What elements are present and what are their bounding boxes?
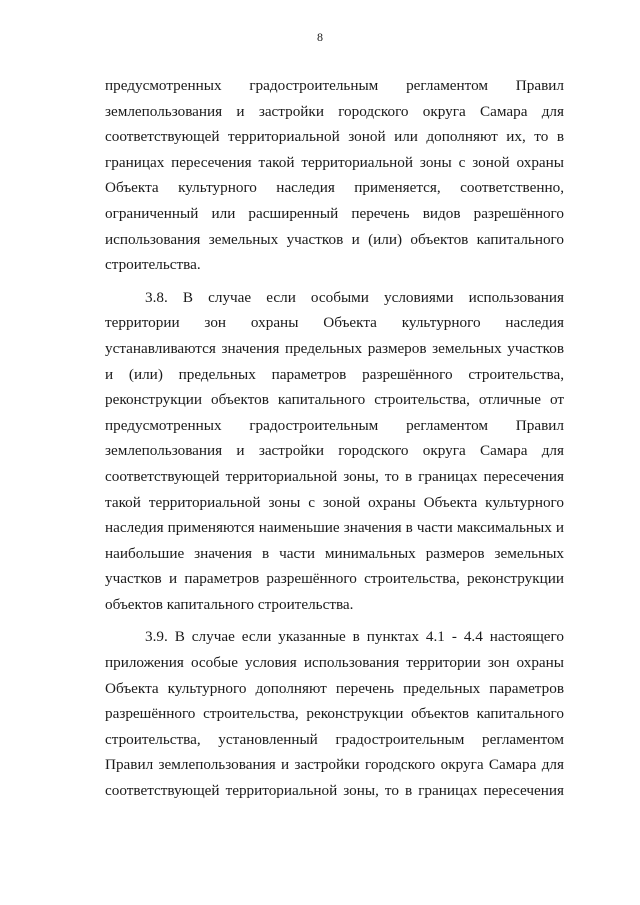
paragraph [105,624,564,803]
text-line: разрешённого строительства, реконструкции объектов капитального [105,705,564,723]
text-line: строительства. [105,256,201,274]
text-line: соответствующей территориальной зоны, то в границах пересечения [105,467,564,485]
text-line: реконструкции объектов капитального строительства, отличные от [105,391,564,409]
text-line: и (или) предельных параметров разрешённого строительства, [105,365,564,383]
paragraph [105,285,564,618]
text-line: землепользования и застройки городского округа Самара для [105,442,564,460]
text-line: такой территориальной зоны с зоной охраны Объекта культурного [105,493,564,511]
text-line: Правил землепользования и застройки городского округа Самара для [105,756,564,774]
text-line: Объекта культурного дополняют перечень предельных параметров [105,679,564,697]
text-line: предусмотренных градостроительным регламентом Правил [105,416,564,434]
text-line: приложения особые условия использования территории зон охраны [105,654,564,672]
text-line: предусмотренных градостроительным регламентом Правил [105,77,564,94]
page-number: 8 [317,30,323,44]
text-line: наибольшие значения в части минимальных размеров земельных [105,544,564,562]
text-line: соответствующей территориальной зоны, то в границах пересечения [105,782,564,800]
text-line: ограниченный или расширенный перечень видов разрешённого [105,204,564,222]
text-line: строительства, установленный градостроительным регламентом [105,730,564,748]
text-line: землепользования и застройки городского округа Самара для [105,102,564,120]
text-line: объектов капитального строительства. [105,595,354,613]
text-line: участков и параметров разрешённого строительства, реконструкции [105,570,564,588]
paragraph [105,73,564,278]
text-line: 3.9. В случае если указанные в пунктах 4.1 - 4.4 настоящего [145,628,564,646]
text-line: использования земельных участков и (или) объектов капитального [105,230,564,248]
text-line: 3.8. В случае если особыми условиями использования [145,288,564,306]
text-line: Объекта культурного наследия применяется, соответственно, [105,179,564,197]
text-line: наследия применяются наименьшие значения в части максимальных и [105,519,564,537]
text-line: границах пересечения такой территориальной зоны с зоной охраны [105,153,564,171]
document-body [105,73,564,804]
text-line: соответствующей территориальной зоной или дополняют их, то в [105,128,564,146]
text-line: устанавливаются значения предельных размеров земельных участков [105,339,564,357]
text-line: территории зон охраны Объекта культурного наследия [105,314,564,332]
